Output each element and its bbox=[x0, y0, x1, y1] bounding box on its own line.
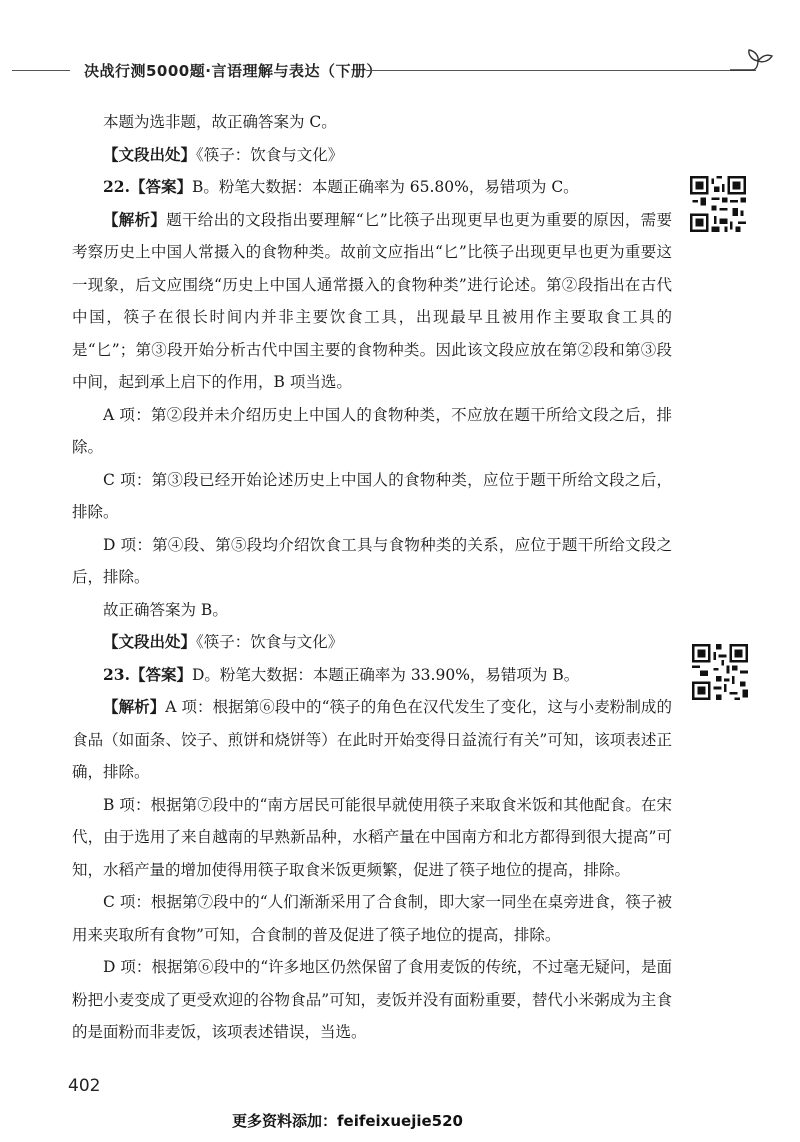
header-rule-right bbox=[366, 70, 756, 71]
analysis-23: 【解析】A 项：根据第⑥段中的“筷子的角色在汉代发生了变化，这与小麦粉制成的食品（如面条、饺子、煎饼和烧饼等）在此时开始变得日益流行有关”可知，该项表述正确，排除。 bbox=[72, 697, 672, 781]
answer-body bbox=[72, 106, 672, 1049]
option-a-22: A 项：第②段并未介绍历史上中国人的食物种类，不应放在题干所给文段之后，排除。 bbox=[72, 405, 672, 456]
sprout-icon bbox=[730, 48, 774, 82]
answer-23: 23.【答案】D。粉笔大数据：本题正确率为 33.90%，易错项为 B。 bbox=[103, 664, 580, 684]
page-number: 402 bbox=[68, 1076, 101, 1096]
qr-code-icon[interactable] bbox=[692, 644, 748, 700]
qr-code-icon[interactable] bbox=[690, 176, 746, 232]
option-d-22: D 项：第④段、第⑤段均介绍饮食工具与食物种类的关系，应位于题干所给文段之后，排除。 bbox=[72, 535, 672, 586]
option-b-23: B 项：根据第⑦段中的“南方居民可能很早就使用筷子来取食米饭和其他配食。在宋代，由于选用了来自越南的早熟新品种，水稻产量在中国南方和北方都得到很大提高”可知，水稻产量的增加使得用筷子取食米饭更频繁，促进了筷子地位的提高，排除。 bbox=[72, 795, 672, 879]
source-line-2: 【文段出处】《筷子：饮食与文化》 bbox=[103, 632, 344, 651]
option-c-23: C 项：根据第⑦段中的“人们渐渐采用了合食制，即大家一同坐在桌旁进食，筷子被用来夹取所有食物”可知，合食制的普及促进了筷子地位的提高，排除。 bbox=[72, 893, 672, 944]
source-line-1: 【文段出处】《筷子：饮食与文化》 bbox=[103, 144, 344, 164]
option-c-22: C 项：第③段已经开始论述历史上中国人的食物种类，应位于题干所给文段之后，排除。 bbox=[72, 470, 672, 521]
footer-note: 更多资料添加：feifeixuejie520 bbox=[232, 1112, 463, 1130]
analysis-22: 【解析】题干给出的文段指出要理解“匕”比筷子出现更早也更为重要的原因，需要考察历史上中国人常摄入的食物种类。故前文应指出“匕”比筷子出现更早也更为重要这一现象，后文应围绕“历史上中国人通常摄入的食物种类”进行论述。第②段指出在古代中国，筷子在很长时间内并非主要饮食工具，出现最早且被用作主要取食工具的是“匕”；第③段开始分析古代中国主要的食物种类。因此该文段应放在第②段和第③段中间，起到承上启下的作用，B 项当选。 bbox=[72, 209, 672, 391]
paragraph-p1: 本题为选非题，故正确答案为 C。 bbox=[103, 113, 337, 131]
book-title: 决战行测5000题·言语理解与表达（下册） bbox=[84, 62, 382, 80]
answer-22: 22.【答案】B。粉笔大数据：本题正确率为 65.80%，易错项为 C。 bbox=[103, 177, 579, 196]
option-d-23: D 项：根据第⑥段中的“许多地区仍然保留了食用麦饭的传统，不过毫无疑问，是面粉把小麦变成了更受欢迎的谷物食品”可知，麦饭并没有面粉重要，替代小米粥成为主食的是面粉而非麦饭，该项表述错误，当选。 bbox=[72, 958, 672, 1041]
header-rule-left bbox=[12, 70, 70, 71]
running-header bbox=[12, 48, 788, 88]
conclusion-22: 故正确答案为 B。 bbox=[103, 600, 228, 619]
